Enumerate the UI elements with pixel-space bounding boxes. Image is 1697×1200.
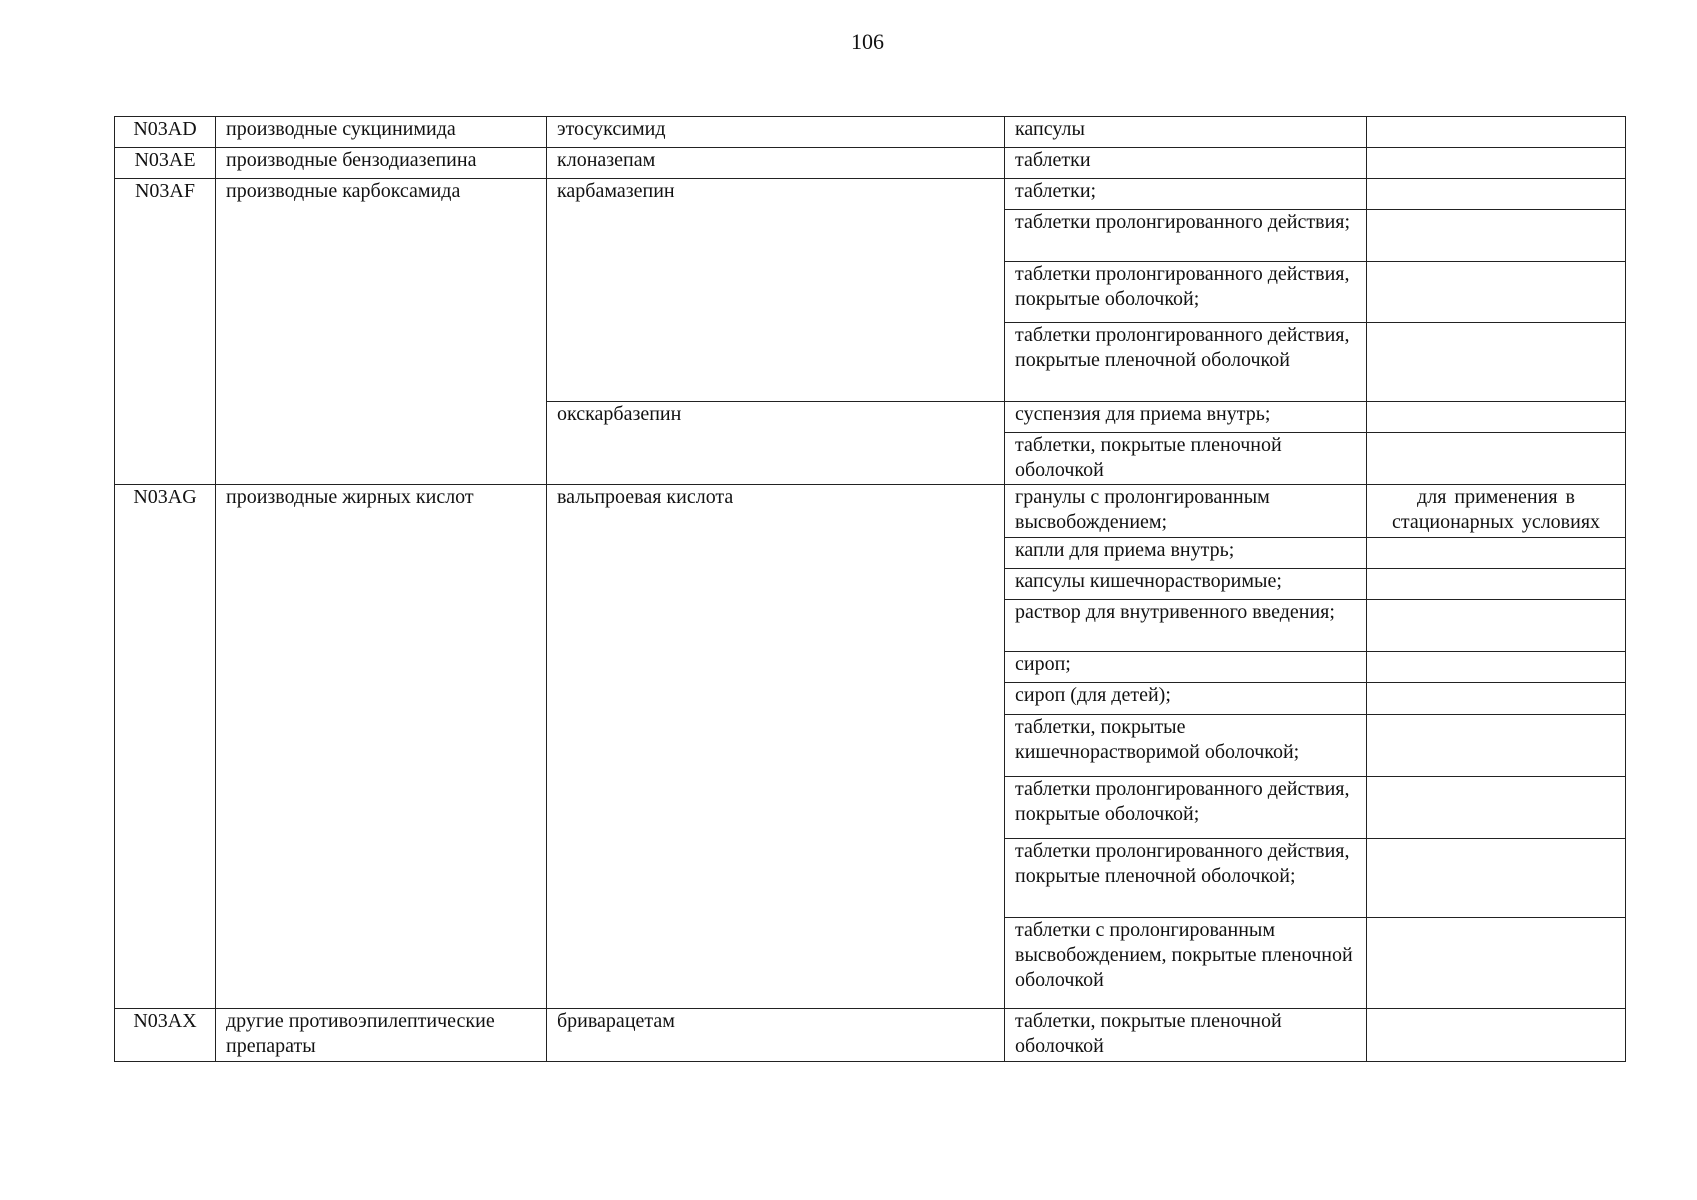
note-cell xyxy=(1367,179,1626,210)
page-number: 106 xyxy=(851,29,884,54)
note-cell xyxy=(1367,323,1626,402)
note-cell xyxy=(1367,117,1626,148)
note-cell xyxy=(1367,715,1626,777)
note-cell xyxy=(1367,839,1626,918)
note-cell xyxy=(1367,262,1626,323)
table-row xyxy=(115,1009,1626,1062)
group-cell: производные карбоксамида xyxy=(216,179,547,485)
note-cell xyxy=(1367,402,1626,433)
dosage-form-cell: таблетки пролонгированного действия, покрытые пленочной оболочкой; xyxy=(1005,839,1367,918)
group-cell: производные сукцинимида xyxy=(216,117,547,148)
note-cell xyxy=(1367,538,1626,569)
group-cell: производные бензодиазепина xyxy=(216,148,547,179)
note-cell xyxy=(1367,918,1626,1009)
dosage-form-cell: сироп; xyxy=(1005,652,1367,683)
table-row xyxy=(115,485,1626,538)
atc-code-cell: N03AE xyxy=(115,148,216,179)
table-row xyxy=(115,179,1626,210)
dosage-form-cell: капсулы xyxy=(1005,117,1367,148)
drug-name-cell: клоназепам xyxy=(547,148,1005,179)
drug-table xyxy=(114,116,1626,1062)
drug-name-cell: карбамазепин xyxy=(547,179,1005,402)
dosage-form-cell: таблетки пролонгированного действия, покрытые пленочной оболочкой xyxy=(1005,323,1367,402)
dosage-form-cell: суспензия для приема внутрь; xyxy=(1005,402,1367,433)
note-cell xyxy=(1367,683,1626,715)
group-cell: производные жирных кислот xyxy=(216,485,547,1009)
dosage-form-cell: таблетки; xyxy=(1005,179,1367,210)
dosage-form-cell: гранулы с пролонгированным высвобождением; xyxy=(1005,485,1367,538)
note-cell xyxy=(1367,569,1626,600)
dosage-form-cell: таблетки пролонгированного действия; xyxy=(1005,210,1367,262)
note-cell xyxy=(1367,148,1626,179)
atc-code-cell: N03AX xyxy=(115,1009,216,1062)
note-cell xyxy=(1367,600,1626,652)
dosage-form-cell: таблетки пролонгированного действия, покрытые оболочкой; xyxy=(1005,262,1367,323)
dosage-form-cell: капли для приема внутрь; xyxy=(1005,538,1367,569)
dosage-form-cell: капсулы кишечнорастворимые; xyxy=(1005,569,1367,600)
atc-code-cell: N03AF xyxy=(115,179,216,485)
table-row xyxy=(115,148,1626,179)
atc-code-cell: N03AD xyxy=(115,117,216,148)
dosage-form-cell: таблетки с пролонгированным высвобождением, покрытые пленочной оболочкой xyxy=(1005,918,1367,1009)
group-cell: другие противоэпилептические препараты xyxy=(216,1009,547,1062)
dosage-form-cell: таблетки, покрытые пленочной оболочкой xyxy=(1005,433,1367,485)
atc-code-cell: N03AG xyxy=(115,485,216,1009)
note-cell xyxy=(1367,1009,1626,1062)
note-cell xyxy=(1367,210,1626,262)
dosage-form-cell: раствор для внутривенного введения; xyxy=(1005,600,1367,652)
note-cell xyxy=(1367,433,1626,485)
table-row xyxy=(115,117,1626,148)
note-cell: для применения в стационарных условиях xyxy=(1367,485,1626,538)
dosage-form-cell: таблетки, покрытые пленочной оболочкой xyxy=(1005,1009,1367,1062)
dosage-form-cell: таблетки, покрытые кишечнорастворимой оболочкой; xyxy=(1005,715,1367,777)
drug-name-cell: окскарбазепин xyxy=(547,402,1005,485)
dosage-form-cell: сироп (для детей); xyxy=(1005,683,1367,715)
drug-name-cell: этосуксимид xyxy=(547,117,1005,148)
note-cell xyxy=(1367,652,1626,683)
note-cell xyxy=(1367,777,1626,839)
drug-name-cell: вальпроевая кислота xyxy=(547,485,1005,1009)
drug-name-cell: бриварацетам xyxy=(547,1009,1005,1062)
dosage-form-cell: таблетки xyxy=(1005,148,1367,179)
dosage-form-cell: таблетки пролонгированного действия, покрытые оболочкой; xyxy=(1005,777,1367,839)
